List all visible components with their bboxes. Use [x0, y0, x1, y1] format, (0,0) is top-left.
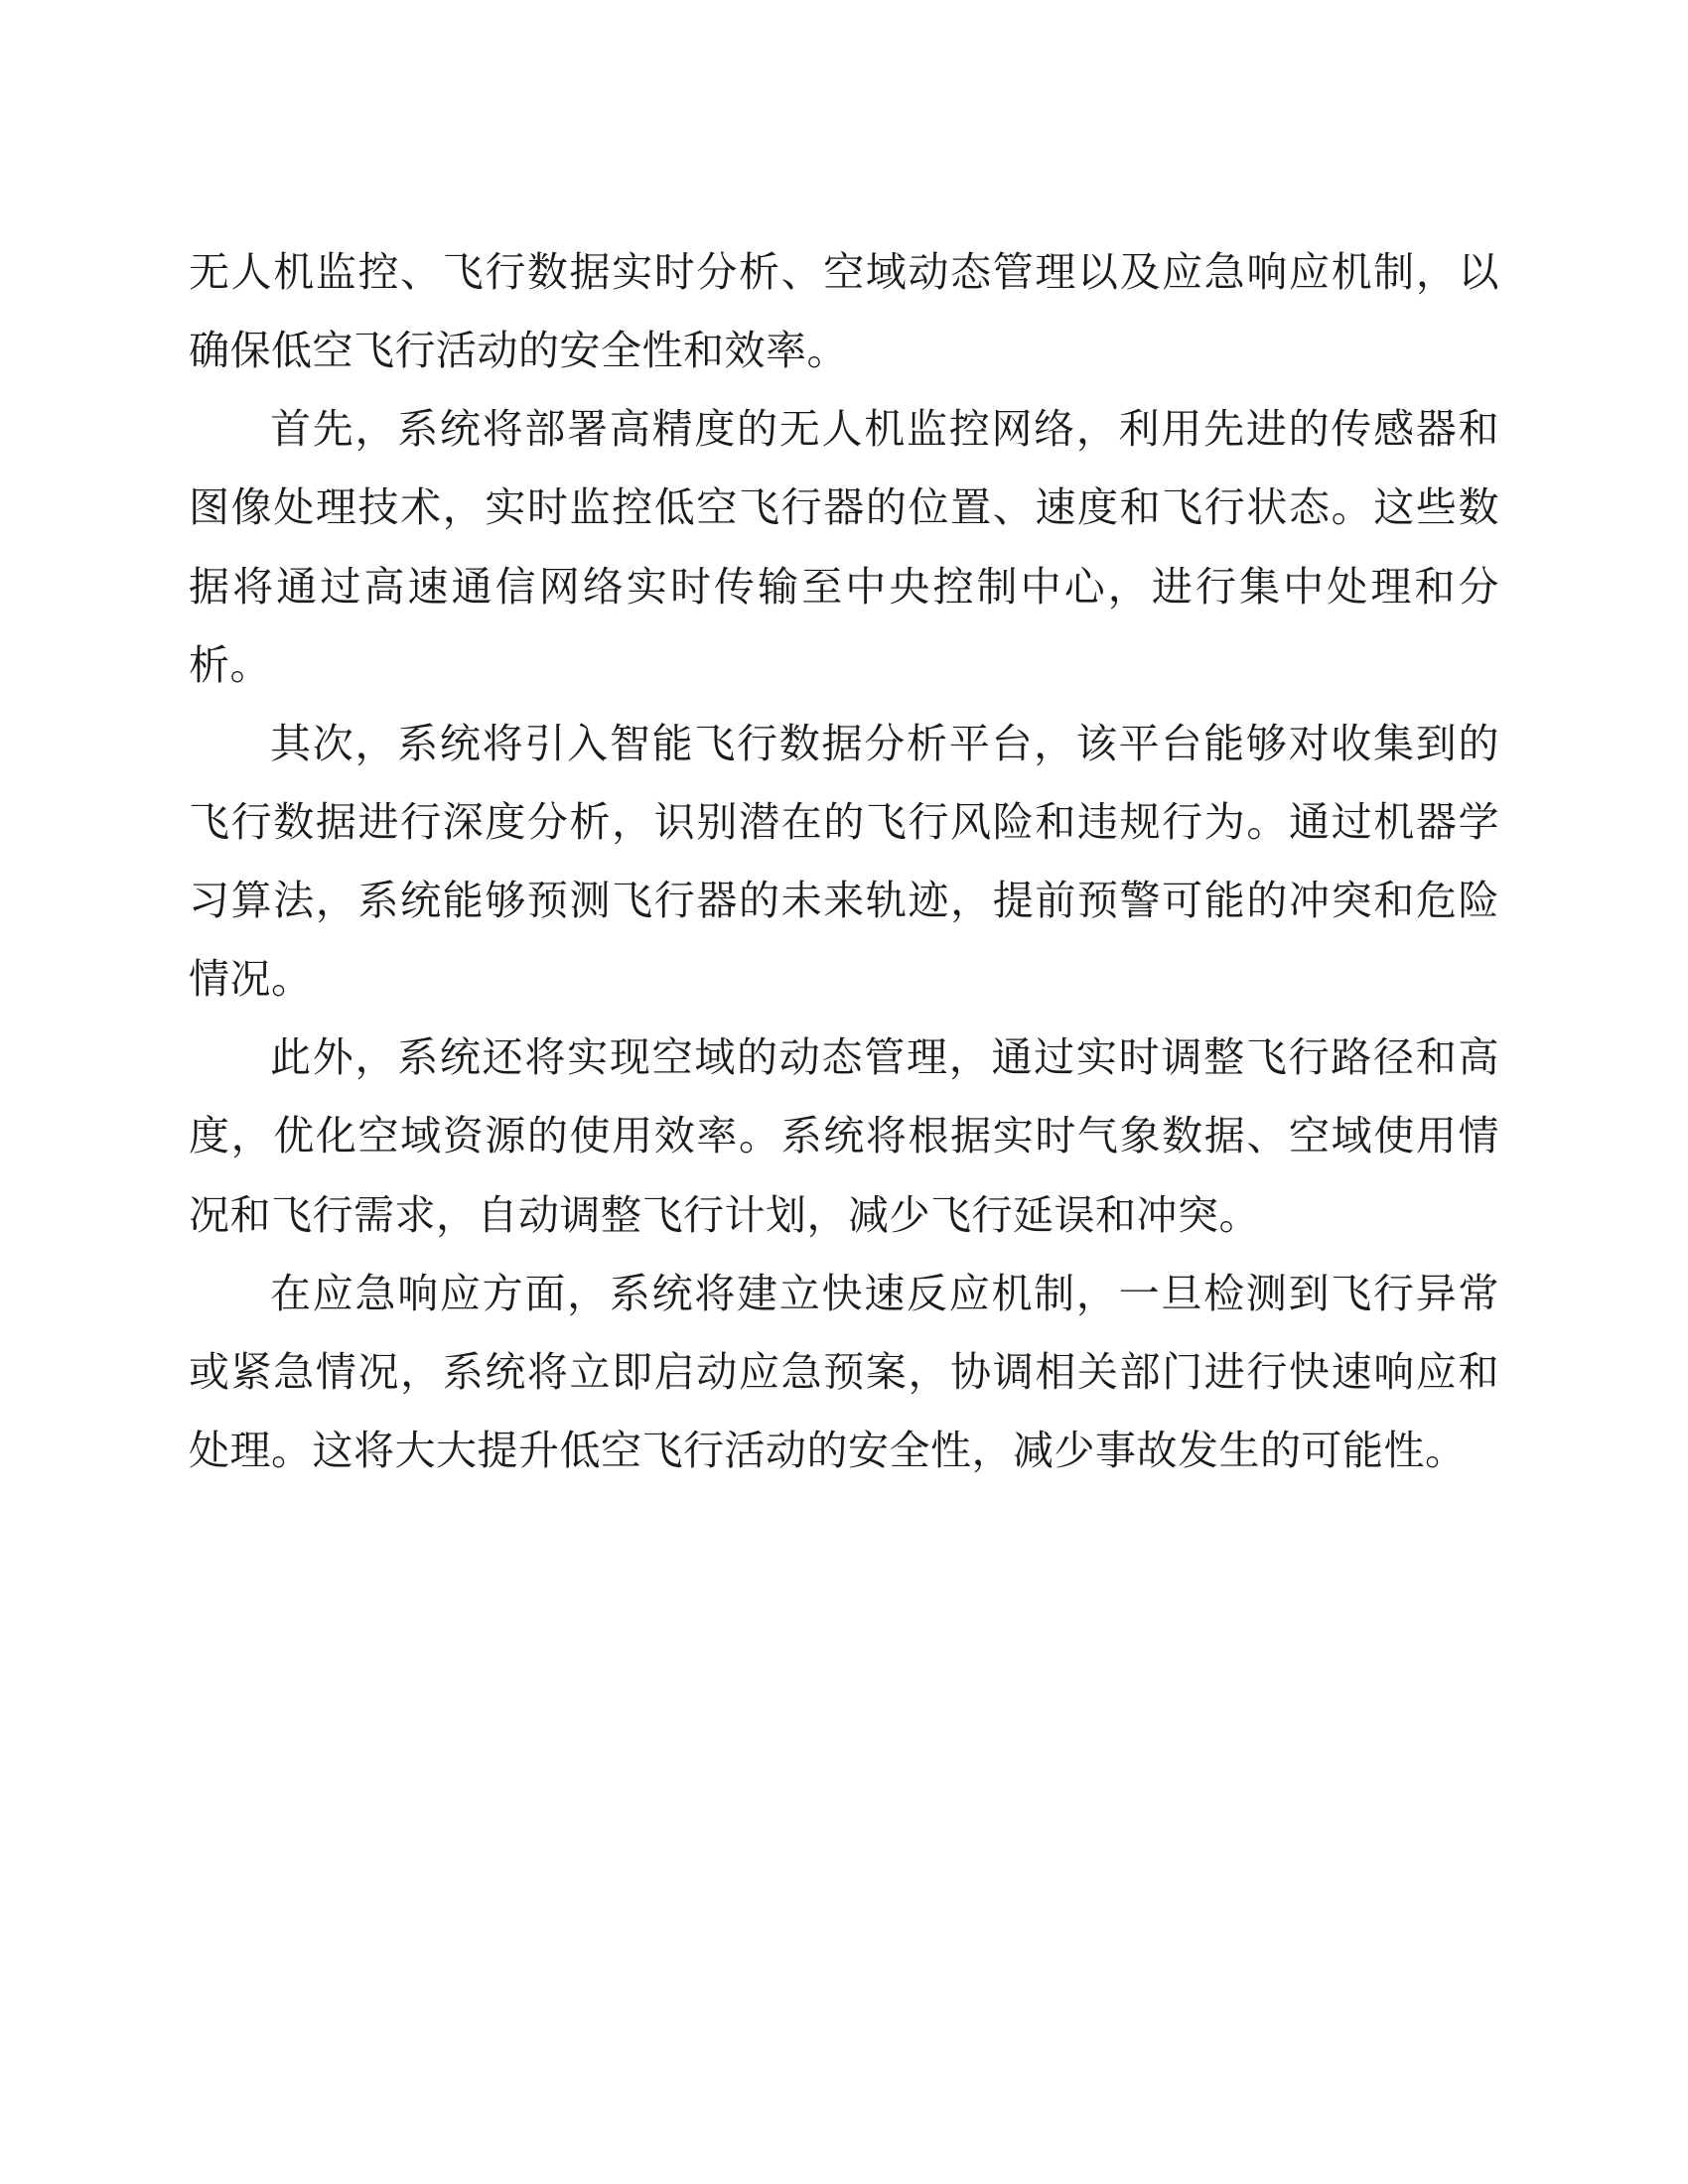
paragraph: 首先，系统将部署高精度的无人机监控网络，利用先进的传感器和图像处理技术，实时监控低空飞行器的位置、速度和飞行状态。这些数据将通过高速通信网络实时传输至中央控制中心，进行集中处理和分析。: [189, 405, 1499, 689]
paragraph: 在应急响应方面，系统将建立快速反应机制，一旦检测到飞行异常或紧急情况，系统将立即启动应急预案，协调相关部门进行快速响应和处理。这将大大提升低空飞行活动的安全性，减少事故发生的可能性。: [189, 1269, 1499, 1474]
document-body: [189, 233, 1499, 1490]
paragraph: 其次，系统将引入智能飞行数据分析平台，该平台能够对收集到的飞行数据进行深度分析，识别潜在的飞行风险和违规行为。通过机器学习算法，系统能够预测飞行器的未来轨迹，提前预警可能的冲突和危险情况。: [189, 719, 1499, 1004]
paragraph: 此外，系统还将实现空域的动态管理，通过实时调整飞行路径和高度，优化空域资源的使用效率。系统将根据实时气象数据、空域使用情况和飞行需求，自动调整飞行计划，减少飞行延误和冲突。: [189, 1033, 1499, 1239]
paragraph: 无人机监控、飞行数据实时分析、空域动态管理以及应急响应机制，以确保低空飞行活动的安全性和效率。: [189, 248, 1499, 375]
